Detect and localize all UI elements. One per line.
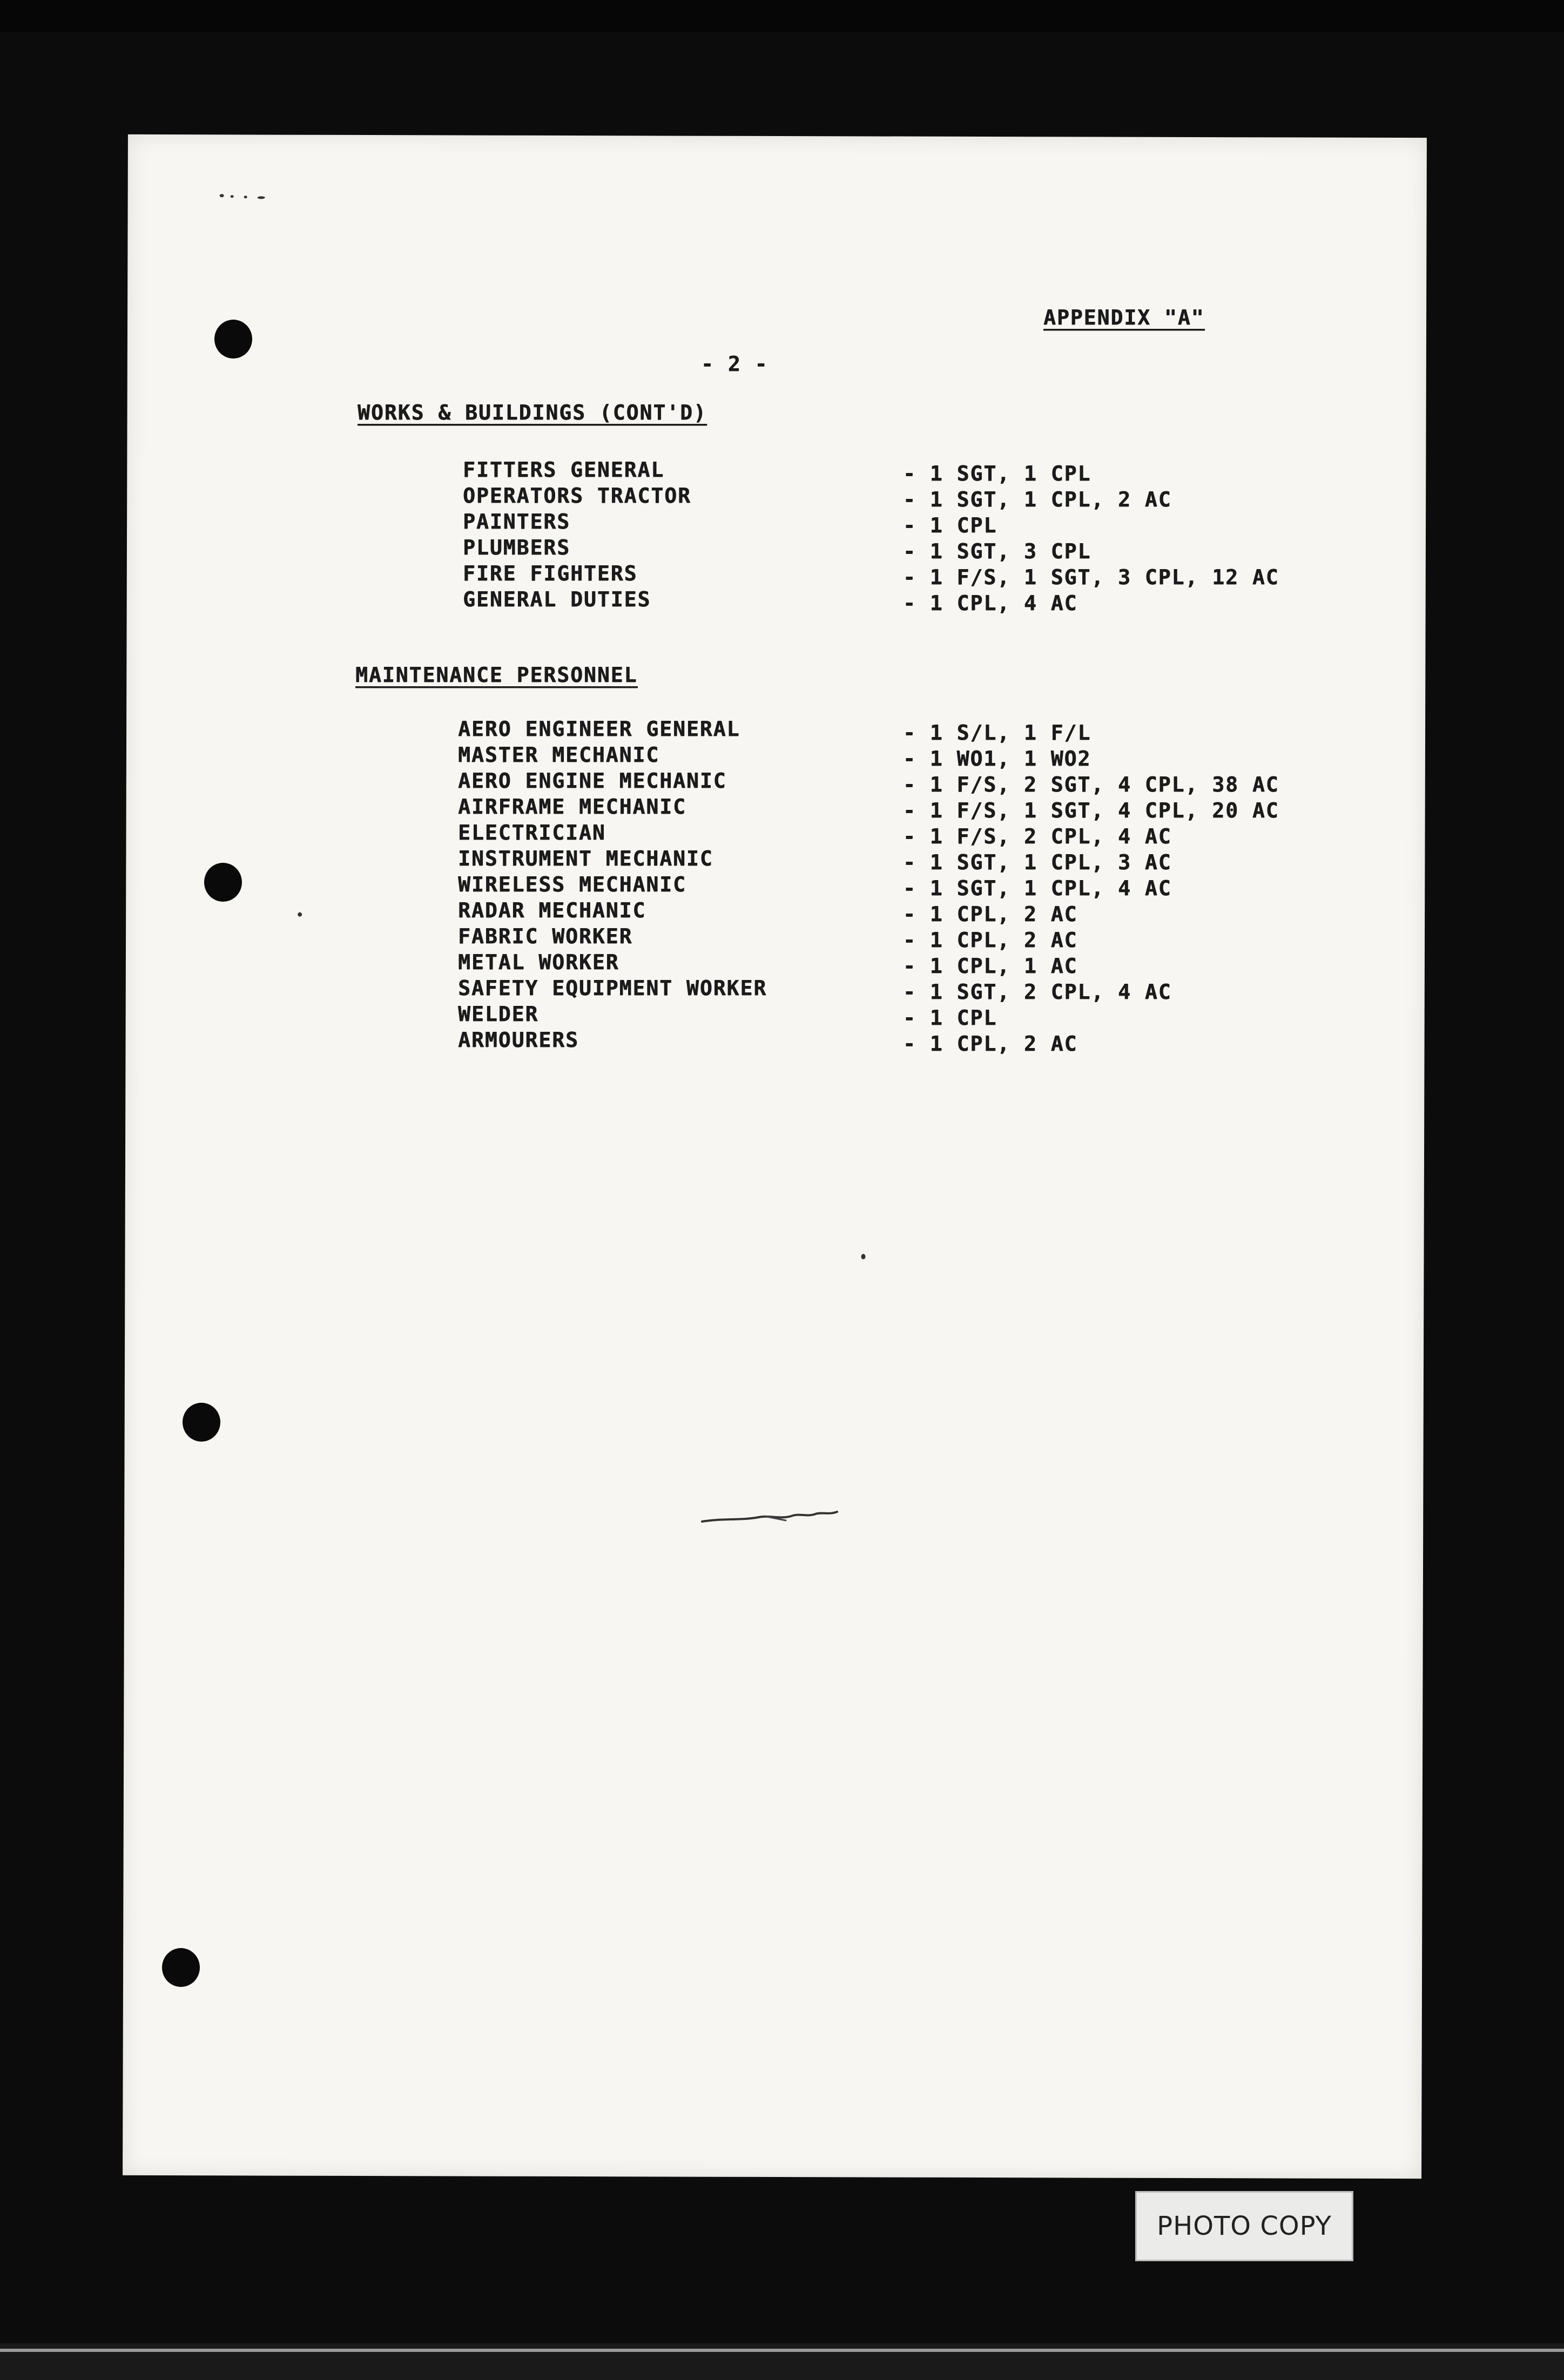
- document-sheet: [123, 134, 1427, 2179]
- appendix-label: APPENDIX "A": [1043, 306, 1205, 329]
- ink-speck: [231, 195, 234, 198]
- trade-allocation: - 1 CPL, 1 AC: [903, 954, 1078, 978]
- trade-allocation: - 1 CPL, 2 AC: [903, 928, 1078, 952]
- trade-allocation: - 1 CPL: [903, 1006, 997, 1030]
- trade-allocation: - 1 F/S, 1 SGT, 3 CPL, 12 AC: [903, 565, 1279, 589]
- trade-name: AIRFRAME MECHANIC: [458, 795, 686, 819]
- section-heading-maintenance-personnel: MAINTENANCE PERSONNEL: [355, 663, 638, 687]
- trade-name: INSTRUMENT MECHANIC: [458, 847, 713, 870]
- trade-name: GENERAL DUTIES: [463, 587, 651, 611]
- trade-name: PLUMBERS: [463, 536, 571, 559]
- trade-allocation: - 1 F/S, 2 CPL, 4 AC: [903, 824, 1172, 848]
- trade-name: OPERATORS TRACTOR: [463, 484, 691, 508]
- trade-allocation: - 1 SGT, 1 CPL, 4 AC: [903, 876, 1172, 900]
- trade-name: PAINTERS: [463, 510, 571, 533]
- trade-name: ELECTRICIAN: [458, 821, 606, 844]
- trade-name: RADAR MECHANIC: [458, 898, 646, 922]
- ink-speck: [244, 195, 247, 198]
- scan-border-top: [0, 0, 1564, 32]
- punch-hole: [162, 1948, 200, 1987]
- trade-name: AERO ENGINEER GENERAL: [458, 717, 740, 741]
- trade-allocation: - 1 F/S, 2 SGT, 4 CPL, 38 AC: [903, 773, 1279, 796]
- trade-name: FIRE FIGHTERS: [463, 562, 638, 585]
- trade-allocation: - 1 SGT, 1 CPL, 2 AC: [903, 488, 1172, 511]
- trade-allocation: - 1 CPL, 4 AC: [903, 591, 1078, 615]
- trade-name: MASTER MECHANIC: [458, 743, 660, 767]
- trade-name: WELDER: [458, 1002, 539, 1026]
- punch-hole: [183, 1403, 220, 1442]
- handwritten-signature: [699, 1505, 840, 1527]
- trade-allocation: - 1 CPL: [903, 513, 997, 537]
- trade-name: SAFETY EQUIPMENT WORKER: [458, 976, 767, 1000]
- photocopy-stamp-label: PHOTO COPY: [1157, 2211, 1332, 2241]
- trade-allocation: - 1 SGT, 1 CPL, 3 AC: [903, 850, 1172, 874]
- ink-speck: [298, 912, 302, 917]
- photocopy-stamp: [1135, 2191, 1353, 2261]
- page-number: - 2 -: [701, 352, 768, 376]
- trade-name: WIRELESS MECHANIC: [458, 873, 686, 896]
- ink-speck: [861, 1254, 866, 1259]
- ink-speck: [220, 194, 224, 197]
- trade-allocation: - 1 F/S, 1 SGT, 4 CPL, 20 AC: [903, 799, 1279, 822]
- punch-hole: [214, 320, 252, 359]
- trade-name: FABRIC WORKER: [458, 924, 633, 948]
- trade-name: AERO ENGINE MECHANIC: [458, 769, 727, 793]
- trade-allocation: - 1 WO1, 1 WO2: [903, 747, 1091, 770]
- trade-allocation: - 1 SGT, 1 CPL: [903, 462, 1091, 485]
- section-heading-works-buildings: WORKS & BUILDINGS (CONT'D): [358, 401, 707, 424]
- trade-allocation: - 1 CPL, 2 AC: [903, 1032, 1078, 1056]
- trade-allocation: - 1 SGT, 3 CPL: [903, 539, 1091, 563]
- trade-allocation: - 1 CPL, 2 AC: [903, 902, 1078, 926]
- trade-allocation: - 1 S/L, 1 F/L: [903, 721, 1091, 745]
- ink-speck: [258, 196, 265, 199]
- trade-name: METAL WORKER: [458, 950, 619, 974]
- trade-name: FITTERS GENERAL: [463, 458, 665, 482]
- trade-allocation: - 1 SGT, 2 CPL, 4 AC: [903, 980, 1172, 1004]
- punch-hole: [204, 863, 242, 902]
- film-edge-line: [0, 2349, 1564, 2352]
- trade-name: ARMOURERS: [458, 1028, 579, 1052]
